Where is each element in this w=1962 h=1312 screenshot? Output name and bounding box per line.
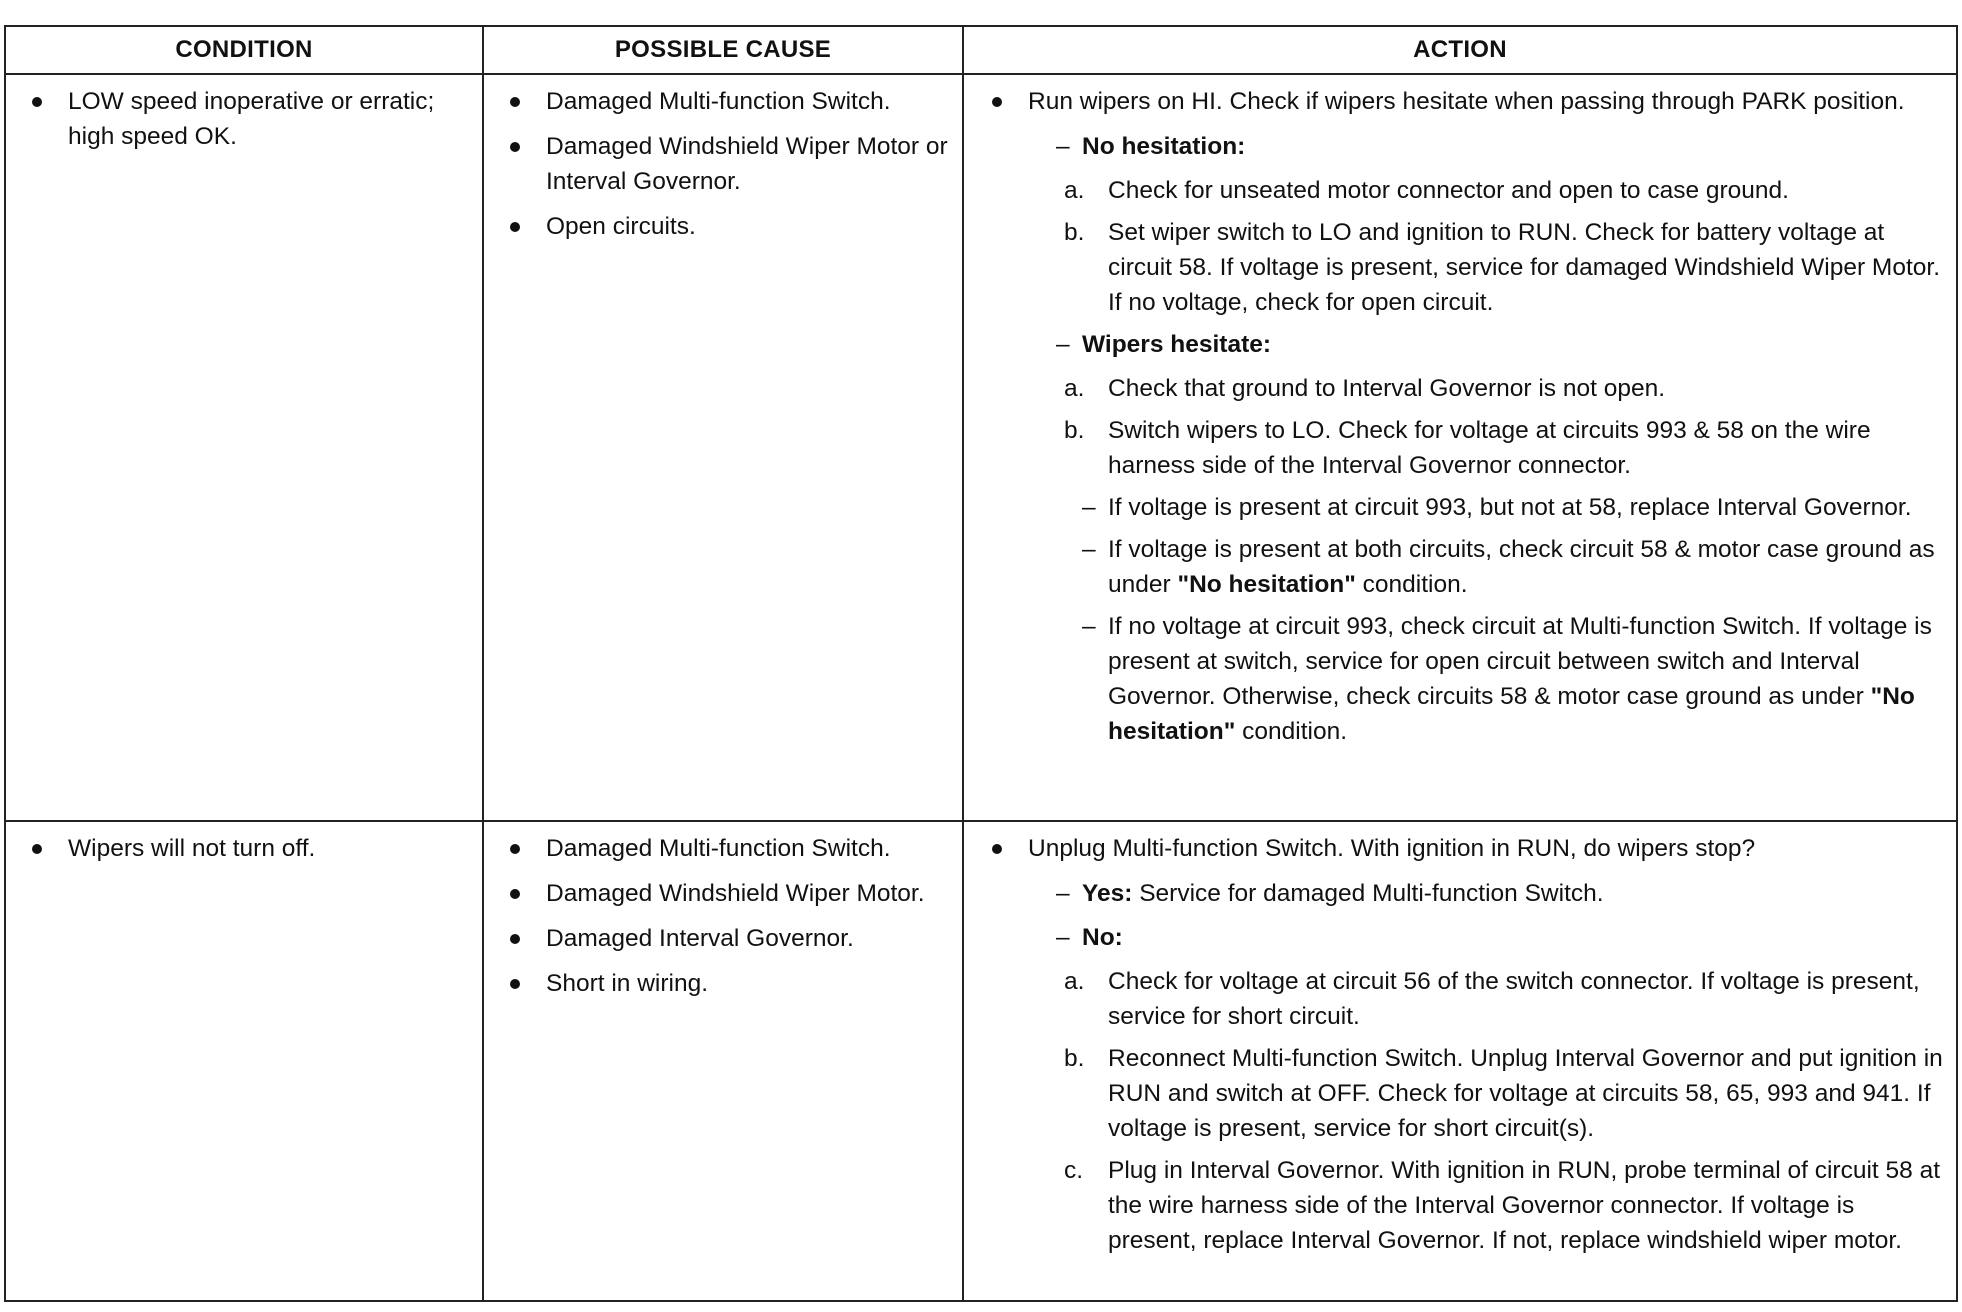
- substep-text-post: condition.: [1235, 718, 1348, 745]
- action-step: [1064, 964, 1946, 1034]
- action-intro: Unplug Multi-function Switch. With ignition in RUN, do wipers stop?: [986, 831, 1946, 866]
- action-substep: [1082, 609, 1946, 749]
- action-no-hesitation: [1036, 129, 1946, 164]
- substep-text: [1108, 613, 1932, 745]
- header-action: ACTION: [1413, 36, 1507, 63]
- action-wipers-hesitate: [1036, 327, 1946, 362]
- table-row: [6, 75, 1956, 822]
- yes-label: Yes:: [1082, 880, 1133, 907]
- action-substep: [1082, 490, 1946, 525]
- step-letter: b.: [1064, 1045, 1085, 1072]
- cause-item: Damaged Windshield Wiper Motor or Interval Governor.: [504, 129, 952, 199]
- dash-marker: –: [1082, 613, 1096, 640]
- condition-cell: [6, 75, 484, 820]
- step-letter: b.: [1064, 219, 1085, 246]
- step-text: Check for unseated motor connector and open to case ground.: [1108, 177, 1789, 204]
- step-letter: a.: [1064, 968, 1085, 995]
- action-yes: [1036, 876, 1946, 911]
- no-hesitation-label: No hesitation:: [1082, 133, 1246, 160]
- action-step: [1064, 215, 1946, 320]
- action-step: [1064, 173, 1946, 208]
- troubleshooting-table: [4, 25, 1958, 1302]
- no-label: No:: [1082, 924, 1123, 951]
- step-letter: c.: [1064, 1157, 1084, 1184]
- cause-item: Damaged Interval Governor.: [504, 921, 952, 956]
- dash-marker: –: [1082, 494, 1096, 521]
- yes-text: Service for damaged Multi-function Switch.: [1132, 880, 1604, 907]
- step-text: Check that ground to Interval Governor is not open.: [1108, 375, 1666, 402]
- substep-text-post: condition.: [1355, 571, 1468, 598]
- condition-cell: [6, 822, 484, 1300]
- dash-marker: –: [1056, 133, 1070, 160]
- wipers-hesitate-label: Wipers hesitate:: [1082, 331, 1272, 358]
- action-no: [1036, 920, 1946, 955]
- header-possible-cause: POSSIBLE CAUSE: [484, 27, 964, 73]
- header-condition: CONDITION: [6, 27, 484, 73]
- table-row: [6, 822, 1956, 1300]
- action-substep: [1082, 532, 1946, 602]
- action-cell: [964, 75, 1956, 820]
- action-cell: [964, 822, 1956, 1300]
- step-letter: a.: [1064, 375, 1085, 402]
- action-step: [1064, 371, 1946, 406]
- step-letter: a.: [1064, 177, 1085, 204]
- step-text: Check for voltage at circuit 56 of the switch connector. If voltage is present, service for short circuit.: [1108, 968, 1920, 1030]
- step-text: Plug in Interval Governor. With ignition in RUN, probe terminal of circuit 58 at the wire harness side of the Interval Governor connector. If voltage is present, replace Interval Governor. If not, replace windshield wiper motor.: [1108, 1157, 1941, 1254]
- dash-marker: –: [1056, 880, 1070, 907]
- action-step: [1064, 413, 1946, 483]
- dash-marker: –: [1082, 536, 1096, 563]
- dash-marker: –: [1056, 924, 1070, 951]
- cause-item: Damaged Multi-function Switch.: [504, 831, 952, 866]
- substep-text: [1108, 536, 1935, 598]
- dash-marker: –: [1056, 331, 1070, 358]
- cause-item: Damaged Multi-function Switch.: [504, 84, 952, 119]
- substep-text: If voltage is present at circuit 993, but not at 58, replace Interval Governor.: [1108, 494, 1912, 521]
- substep-text-pre: If voltage is present at both circuits, check circuit 58 & motor case ground as under: [1108, 536, 1935, 598]
- action-intro: Run wipers on HI. Check if wipers hesitate when passing through PARK position.: [986, 84, 1946, 119]
- condition-text: LOW speed inoperative or erratic; high speed OK.: [26, 84, 472, 154]
- step-text: Switch wipers to LO. Check for voltage at circuits 993 & 58 on the wire harness side of the Interval Governor connector.: [1108, 417, 1871, 479]
- substep-text-bold: "No hesitation": [1108, 683, 1915, 745]
- condition-text: Wipers will not turn off.: [26, 831, 472, 866]
- cause-item: Short in wiring.: [504, 966, 952, 1001]
- cause-item: Open circuits.: [504, 209, 952, 244]
- cause-item: Damaged Windshield Wiper Motor.: [504, 876, 952, 911]
- cause-cell: [484, 822, 964, 1300]
- substep-text-pre: If no voltage at circuit 993, check circuit at Multi-function Switch. If voltage is present at switch, service for open circuit between switch and Interval Governor. Otherwise, check circuits 58 & motor case ground as under: [1108, 613, 1932, 710]
- table-header-row: [6, 27, 1956, 75]
- action-step: [1064, 1153, 1946, 1258]
- cause-cell: [484, 75, 964, 820]
- substep-text-bold: "No hesitation": [1177, 571, 1356, 598]
- action-step: [1064, 1041, 1946, 1146]
- step-text: Reconnect Multi-function Switch. Unplug Interval Governor and put ignition in RUN and switch at OFF. Check for voltage at circuits 58, 65, 993 and 941. If voltage is present, service for short circuit(s).: [1108, 1045, 1943, 1142]
- step-letter: b.: [1064, 417, 1085, 444]
- step-text: Set wiper switch to LO and ignition to RUN. Check for battery voltage at circuit 58. If voltage is present, service for damaged Windshield Wiper Motor. If no voltage, check for open circuit.: [1108, 219, 1940, 316]
